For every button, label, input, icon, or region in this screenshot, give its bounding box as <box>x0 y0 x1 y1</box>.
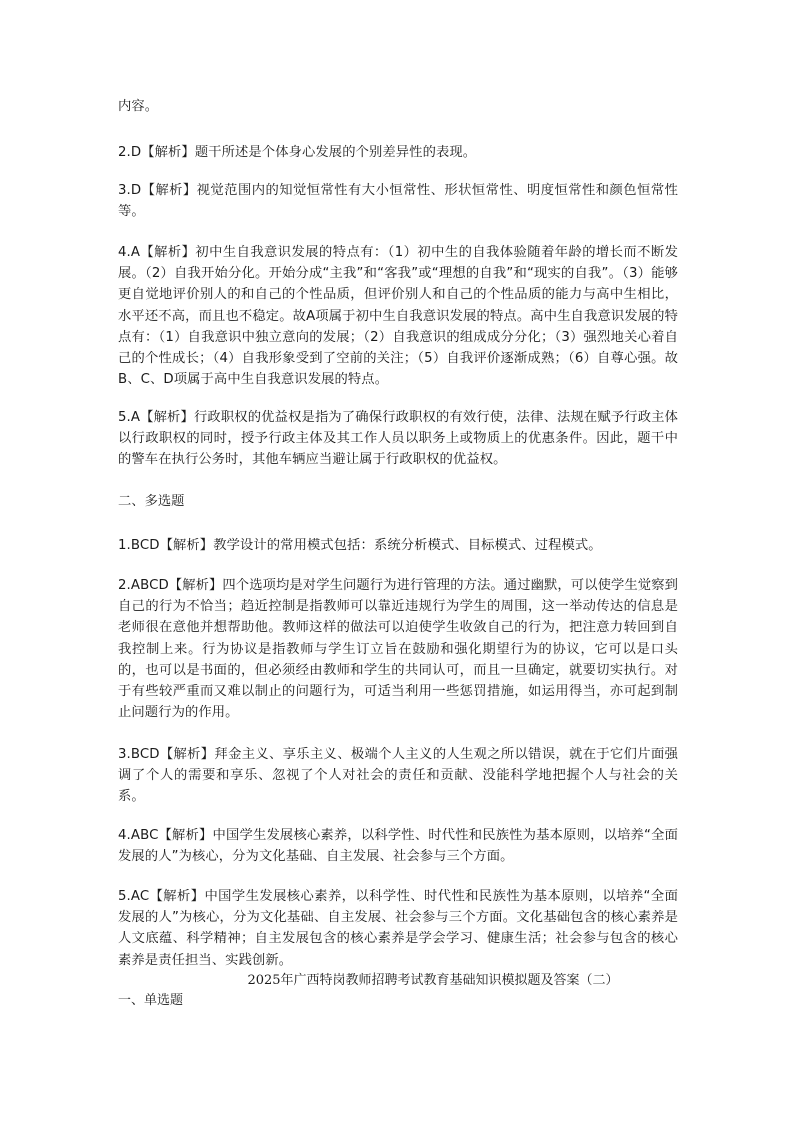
next-section-title: 一、单选题 <box>118 993 184 1008</box>
section-title: 二、多选题 <box>118 494 185 509</box>
answer-label: 4.ABC【解析】 <box>118 828 213 843</box>
answer-explanation: 中国学生发展核心素养，以科学性、时代性和民族性为基本原则，以培养“全面发展的人”为核心，分为文化基础、自主发展、社会参与三个方面。文化基础包含的核心素养是人文底蕴、科学精神；自主发展包含的核心素养是学会学习、健康生活；社会参与包含的核心素养是责任担当、实践创新。 <box>118 889 678 968</box>
answer-explanation: 中国学生发展核心素养，以科学性、时代性和民族性为基本原则，以培养“全面发展的人”为核心，分为文化基础、自主发展、社会参与三个方面。 <box>118 828 679 865</box>
answer-explanation: 初中生自我意识发展的特点有：（1）初中生的自我体验随着年龄的增长而不断发展。（2）自我开始分化。开始分成“主我”和“客我”或“理想的自我”和“现实的自我”。（3）能够更自觉地评价别人的和自己的个性品质，但评价别人和自己的个性品质的能力与高中生相比，水平还不高，而且也不稳定。故A项属于初中生自我意识发展的特点。高中生自我意识发展的特点有：（1）自我意识中独立意向的发展；（2）自我意识的组成成分分化；（3）强烈地关心着自己的个性成长；（4）自我形象受到了空前的关注；（5）自我评价逐渐成熟；（6）自尊心强。故B、C、D项属于高中生自我意识发展的特点。 <box>118 245 679 388</box>
answer-item <box>118 142 678 163</box>
next-document-title: 2025年广西特岗教师招聘考试教育基础知识模拟题及答案（二） <box>247 973 619 988</box>
answer-item <box>118 180 678 222</box>
answer-label: 3.D【解析】 <box>118 183 197 198</box>
answer-explanation: 行政职权的优益权是指为了确保行政职权的有效行使，法律、法规在赋予行政主体以行政职权的同时，授予行政主体及其工作人员以职务上或物质上的优惠条件。因此，题干中的警车在执行公务时，其他车辆应当避让属于行政职权的优益权。 <box>118 410 679 468</box>
continuation-text: 内容。 <box>118 99 159 114</box>
answer-label: 4.A【解析】 <box>118 245 196 260</box>
answer-item <box>118 242 678 390</box>
answer-explanation: 拜金主义、享乐主义、极端个人主义的人生观之所以错误，就在于它们片面强调了个人的需要和享乐、忽视了个人对社会的责任和贡献、没能科学地把握个人与社会的关系。 <box>118 747 679 805</box>
answer-explanation: 四个选项均是对学生问题行为进行管理的方法。通过幽默，可以使学生觉察到自己的行为不恰当；趋近控制是指教师可以靠近违规行为学生的周围，这一举动传达的信息是老师很在意他并想帮助他。教师这样的做法可以迫使学生收敛自己的行为，把注意力转回到自我控制上来。行为协议是指教师与学生订立旨在鼓励和强化期望行为的协议，它可以是口头的，也可以是书面的，但必须经由教师和学生的共同认可，而且一旦确定，就要切实执行。对于有些较严重而又难以制止的问题行为，可适当利用一些惩罚措施，如运用得当，亦可起到制止问题行为的作用。 <box>118 578 678 721</box>
answer-item <box>118 886 678 971</box>
answer-item <box>118 744 678 808</box>
answer-explanation: 题干所述是个体身心发展的个别差异性的表现。 <box>194 145 477 160</box>
answer-label: 5.A【解析】 <box>118 410 194 425</box>
answer-item <box>118 535 678 556</box>
answer-label: 3.BCD【解析】 <box>118 747 215 762</box>
answer-label: 5.AC【解析】 <box>118 889 205 904</box>
answer-explanation: 视觉范围内的知觉恒常性有大小恒常性、形状恒常性、明度恒常性和颜色恒常性等。 <box>118 183 678 220</box>
answer-label: 2.ABCD【解析】 <box>118 578 223 593</box>
answer-item <box>118 825 678 867</box>
answer-label: 1.BCD【解析】 <box>118 538 214 553</box>
answer-item <box>118 575 678 723</box>
answer-item <box>118 407 678 471</box>
answer-explanation: 教学设计的常用模式包括：系统分析模式、目标模式、过程模式。 <box>213 538 602 553</box>
answer-label: 2.D【解析】 <box>118 145 195 160</box>
